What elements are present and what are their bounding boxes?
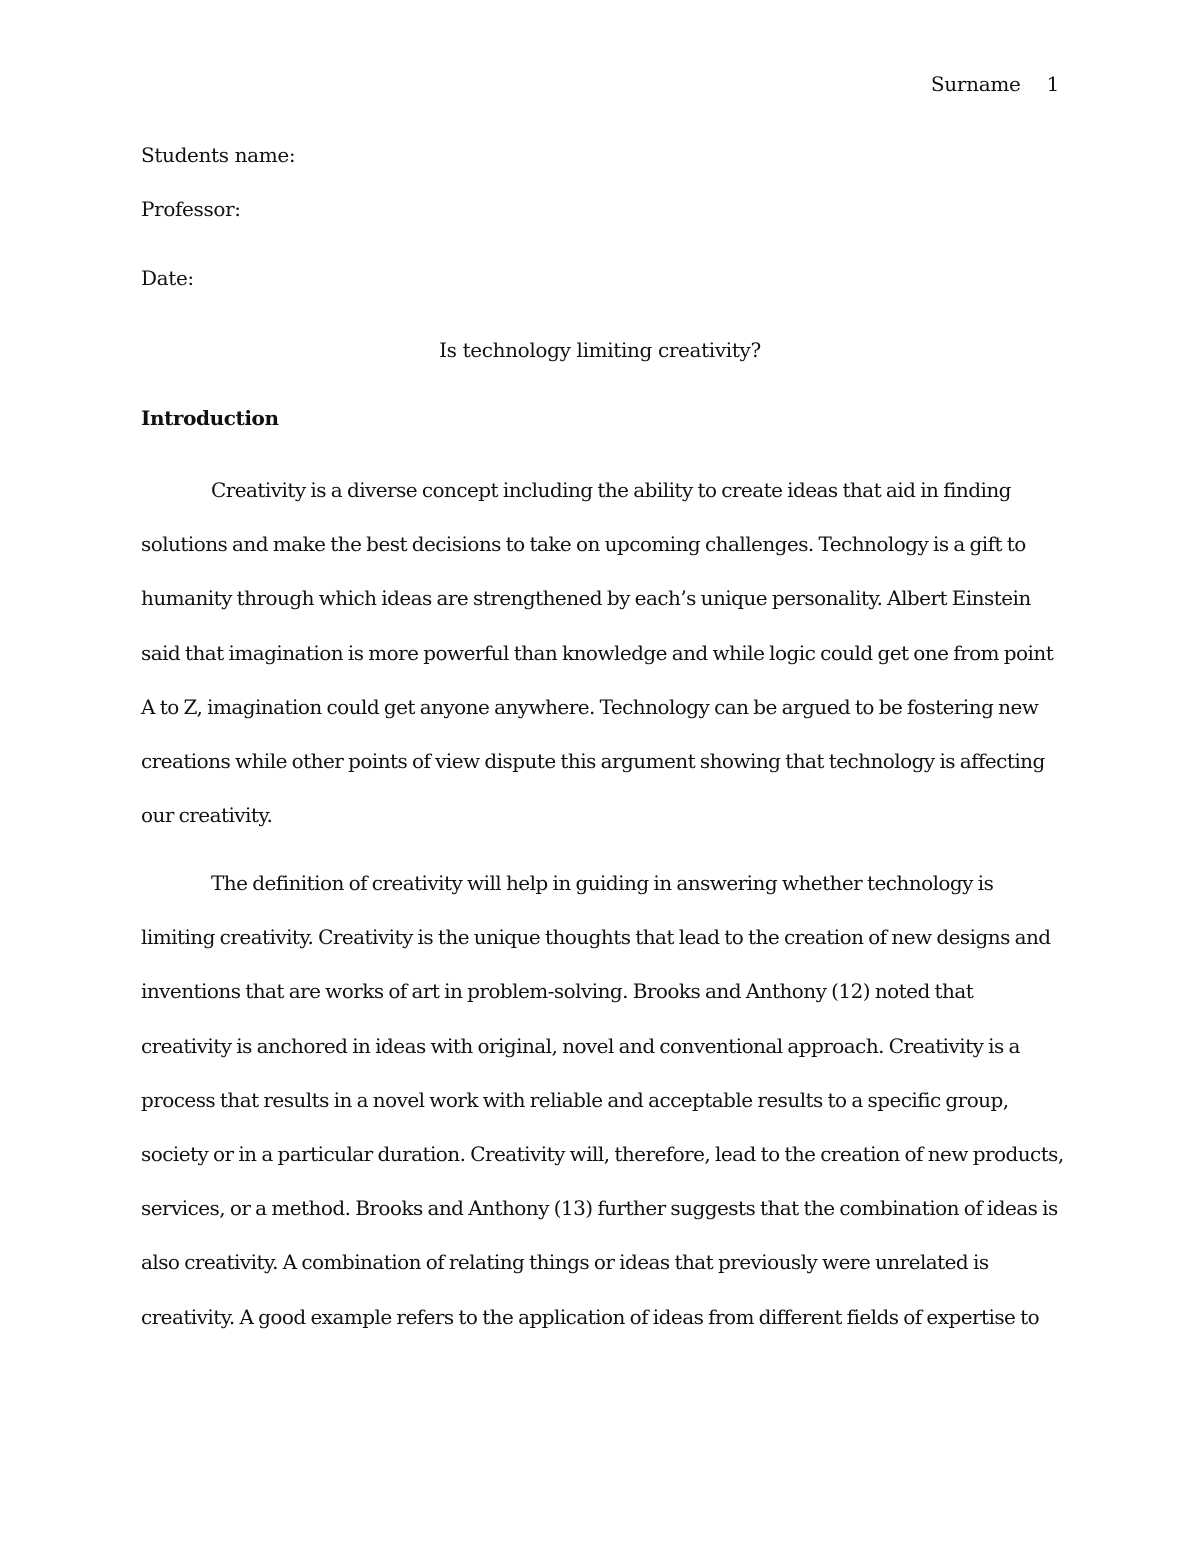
date-field: Date: xyxy=(141,266,194,290)
paragraph-line: limiting creativity. Creativity is the unique thoughts that lead to the creation of new designs and xyxy=(141,925,1051,950)
running-header xyxy=(931,72,1059,96)
paragraph-line: Creativity is a diverse concept including the ability to create ideas that aid in finding xyxy=(211,478,1011,502)
paragraph-line: our creativity. xyxy=(141,803,273,828)
paragraph-line: services, or a method. Brooks and Anthony (13) further suggests that the combination of ideas is xyxy=(141,1196,1058,1221)
header-surname: Surname xyxy=(930,72,1021,96)
paragraph-line: said that imagination is more powerful than knowledge and while logic could get one from point xyxy=(141,640,1054,665)
paragraph-line: creativity is anchored in ideas with original, novel and conventional approach. Creativity is a xyxy=(141,1033,1020,1058)
paragraph-line: humanity through which ideas are strengthened by each’s unique personality. Albert Einstein xyxy=(141,586,1031,611)
professor-field: Professor: xyxy=(141,197,241,221)
paragraph-line: creativity. A good example refers to the application of ideas from different fields of expertise to xyxy=(141,1304,1040,1329)
paragraph-2 xyxy=(141,856,1064,1344)
paragraph-line: society or in a particular duration. Creativity will, therefore, lead to the creation of new products, xyxy=(141,1142,1064,1167)
essay-title: Is technology limiting creativity? xyxy=(439,338,761,362)
header-page-number: 1 xyxy=(1046,72,1059,96)
paragraph-line: The definition of creativity will help in guiding in answering whether technology is xyxy=(211,871,994,895)
paragraph-1 xyxy=(141,463,1061,842)
paragraph-line: A to Z, imagination could get anyone anywhere. Technology can be argued to be fostering new xyxy=(141,694,1039,719)
section-heading: Introduction xyxy=(141,406,279,430)
paragraph-line: inventions that are works of art in problem-solving. Brooks and Anthony (12) noted that xyxy=(141,979,974,1004)
student-name-field: Students name: xyxy=(141,143,296,167)
paragraph-line: also creativity. A combination of relating things or ideas that previously were unrelated is xyxy=(141,1250,989,1275)
paragraph-line: process that results in a novel work with reliable and acceptable results to a specific group, xyxy=(141,1087,1009,1112)
paragraph-line: creations while other points of view dispute this argument showing that technology is affecting xyxy=(141,749,1045,774)
paragraph-line: solutions and make the best decisions to take on upcoming challenges. Technology is a gift to xyxy=(141,532,1026,557)
